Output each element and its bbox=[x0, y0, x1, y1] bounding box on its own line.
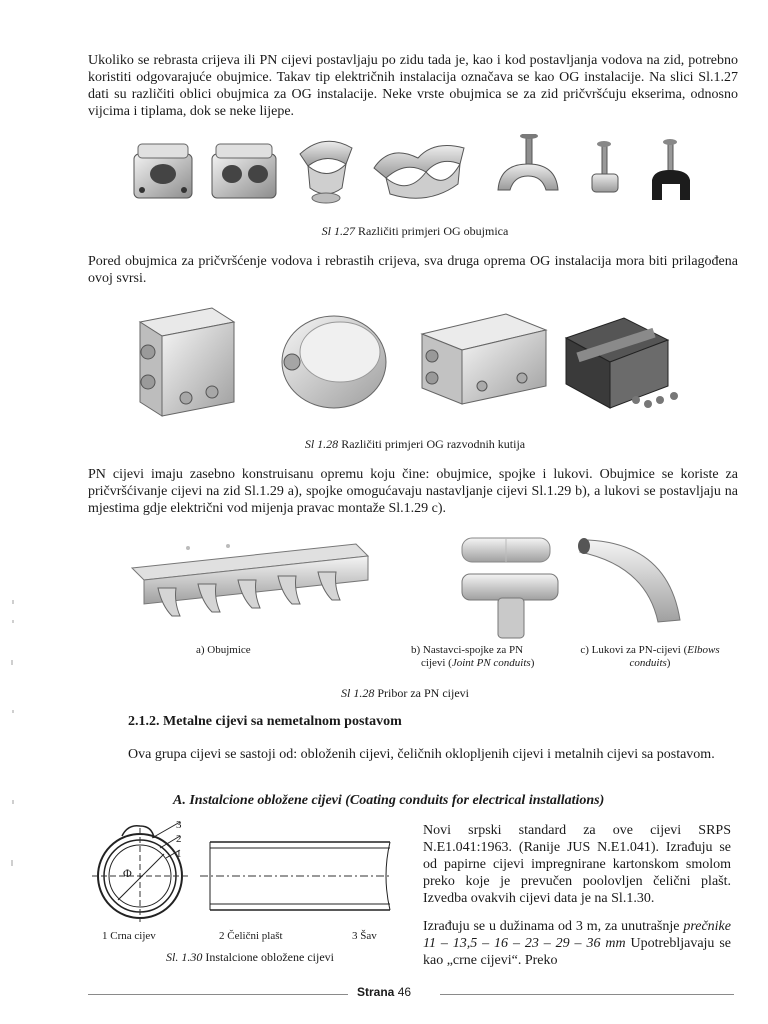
caption-text: Instalcione obložene cijevi bbox=[205, 950, 334, 964]
figure-caption-1-29 bbox=[270, 686, 540, 701]
open-box-icon bbox=[566, 318, 678, 408]
subcaption-couplings-line1: b) Nastavci-spojke za PN bbox=[411, 644, 524, 656]
scan-margin-marks bbox=[8, 600, 18, 920]
callout-2: 2 bbox=[176, 833, 182, 845]
caption-text: Različiti primjeri OG obujmica bbox=[358, 224, 509, 238]
caption-label: Sl 1.28 bbox=[341, 686, 375, 700]
black-clip-icon bbox=[652, 139, 690, 200]
paragraph-clamps-intro: Ukoliko se rebrasta crijeva ili PN cijevi postavljaju po zidu tada je, kao i kod postavljanja vodova na zid, potrebno koristiti odgovarajuće obujmice. Takav tip električnih instalacija označava se kao OG instalacije. Na slici Sl.1.27 dati su različiti oblici obujmica za OG instalacije. Neke vrste obujmica se za zid pričvršćuju ekserima, odnosno vijcima i tiplama, dok se neke lijepe. bbox=[88, 53, 738, 119]
subcaption-elbows-line2: conduits) bbox=[629, 657, 671, 669]
caption-text: Različiti primjeri OG razvodnih kutija bbox=[341, 437, 526, 451]
screw-clip-icon bbox=[592, 141, 618, 192]
paragraph-og-equipment: Pored obujmica za pričvršćenje vodova i rebrastih crijeva, sva druga oprema OG instalacija mora biti prilagođena ovoj svrsi. bbox=[88, 254, 738, 286]
round-box-icon bbox=[282, 316, 386, 408]
callout-1: 1 bbox=[176, 848, 182, 860]
coated-conduit-section-icon bbox=[92, 822, 188, 922]
legend-black-pipe: 1 Crna cijev bbox=[102, 930, 156, 942]
figure-og-clamps bbox=[128, 134, 708, 210]
double-clamp-icon bbox=[212, 144, 276, 198]
caption-label: Sl 1.28 bbox=[304, 437, 339, 451]
caption-label: Sl 1.27 bbox=[321, 224, 356, 238]
paragraph-coated-conduits-standard: Novi srpski standard za ove cijevi SRPS N.E1.041:1963. (Ranije JUS N.E1.041). Izrađuju se od papirne cijevi impregnirane kartonskom smolom preko koje je prevučen poolovljen čelični plašt. Izvedba ovakvih cijevi data je na Sl.1.30. bbox=[423, 823, 731, 906]
nail-clip-icon bbox=[498, 134, 558, 190]
legend-seam: 3 Šav bbox=[352, 930, 377, 942]
figure-caption-1-28 bbox=[250, 437, 580, 452]
page-footer bbox=[357, 985, 411, 999]
subsection-heading-a: A. Instalcione obložene cijevi (Coating conduits for electrical installations) bbox=[173, 793, 605, 808]
diameter-symbol: Φ bbox=[123, 866, 132, 880]
footer-rule-right bbox=[440, 994, 734, 995]
double-saddle-clip-icon bbox=[374, 146, 464, 199]
footer-label: Strana bbox=[357, 985, 395, 999]
legend-steel-sheath: 2 Čelični plašt bbox=[219, 930, 283, 942]
figure-og-junction-boxes bbox=[126, 300, 692, 418]
subcaption-couplings-line2: cijevi (Joint PN conduits) bbox=[421, 657, 535, 669]
page-number: 46 bbox=[397, 985, 412, 999]
subcaption-elbows-line1: c) Lukovi za PN-cijevi (Elbows bbox=[580, 644, 720, 656]
large-junction-box-icon bbox=[422, 314, 546, 404]
subcaption-couplings bbox=[411, 644, 561, 670]
caption-text: Pribor za PN cijevi bbox=[377, 686, 469, 700]
subcaption-elbows bbox=[565, 644, 735, 670]
paragraph-metal-conduits: Ova grupa cijevi se sastoji od: obloženih cijevi, čeličnih oklopljenih cijevi i metalnih cijevi sa postavom. bbox=[128, 747, 715, 762]
figure-caption-1-27 bbox=[250, 224, 580, 239]
paragraph-pn-equipment: PN cijevi imaju zasebno konstruisanu opremu koju čine: obujmice, spojke i lukovi. Obujmice se koriste za pričvršćivanje cijevi na zid Sl.1.29 a), spojke omogućavaju nastavljanje cijevi Sl.1.29 b), a lukovi se postavljaju na mjestima gdje električni vod mijenja pravac montaže Sl.1.29 c). bbox=[88, 467, 738, 516]
coupling-icon bbox=[462, 538, 550, 562]
paragraph-coated-conduits-sizes: Izrađuju se u dužinama od 3 m, za unutrašnje prečnike 11 – 13,5 – 16 – 23 – 29 – 36 mm Upotrebljavaju se kao „crne cijevi“. Preko bbox=[423, 919, 731, 968]
figure-pn-accessories bbox=[128, 536, 708, 644]
junction-box-icon bbox=[140, 308, 234, 416]
caption-label: Sl. 1.30 bbox=[166, 950, 203, 964]
clamp-block-icon bbox=[134, 144, 192, 198]
callout-3: 3 bbox=[176, 819, 182, 831]
footer-rule-left bbox=[88, 994, 348, 995]
pipe-clamp-rail-icon bbox=[132, 544, 368, 616]
figure-caption-1-30 bbox=[130, 950, 370, 965]
tee-icon bbox=[462, 574, 558, 638]
elbow-icon bbox=[578, 538, 680, 622]
saddle-clip-icon bbox=[300, 141, 352, 203]
subcaption-clamps: a) Obujmice bbox=[196, 644, 251, 656]
section-heading-2-1-2: 2.1.2. Metalne cijevi sa nemetalnom postavom bbox=[128, 714, 402, 729]
figure-coated-conduit-drawing bbox=[92, 818, 402, 926]
conduit-side-view bbox=[200, 842, 392, 910]
